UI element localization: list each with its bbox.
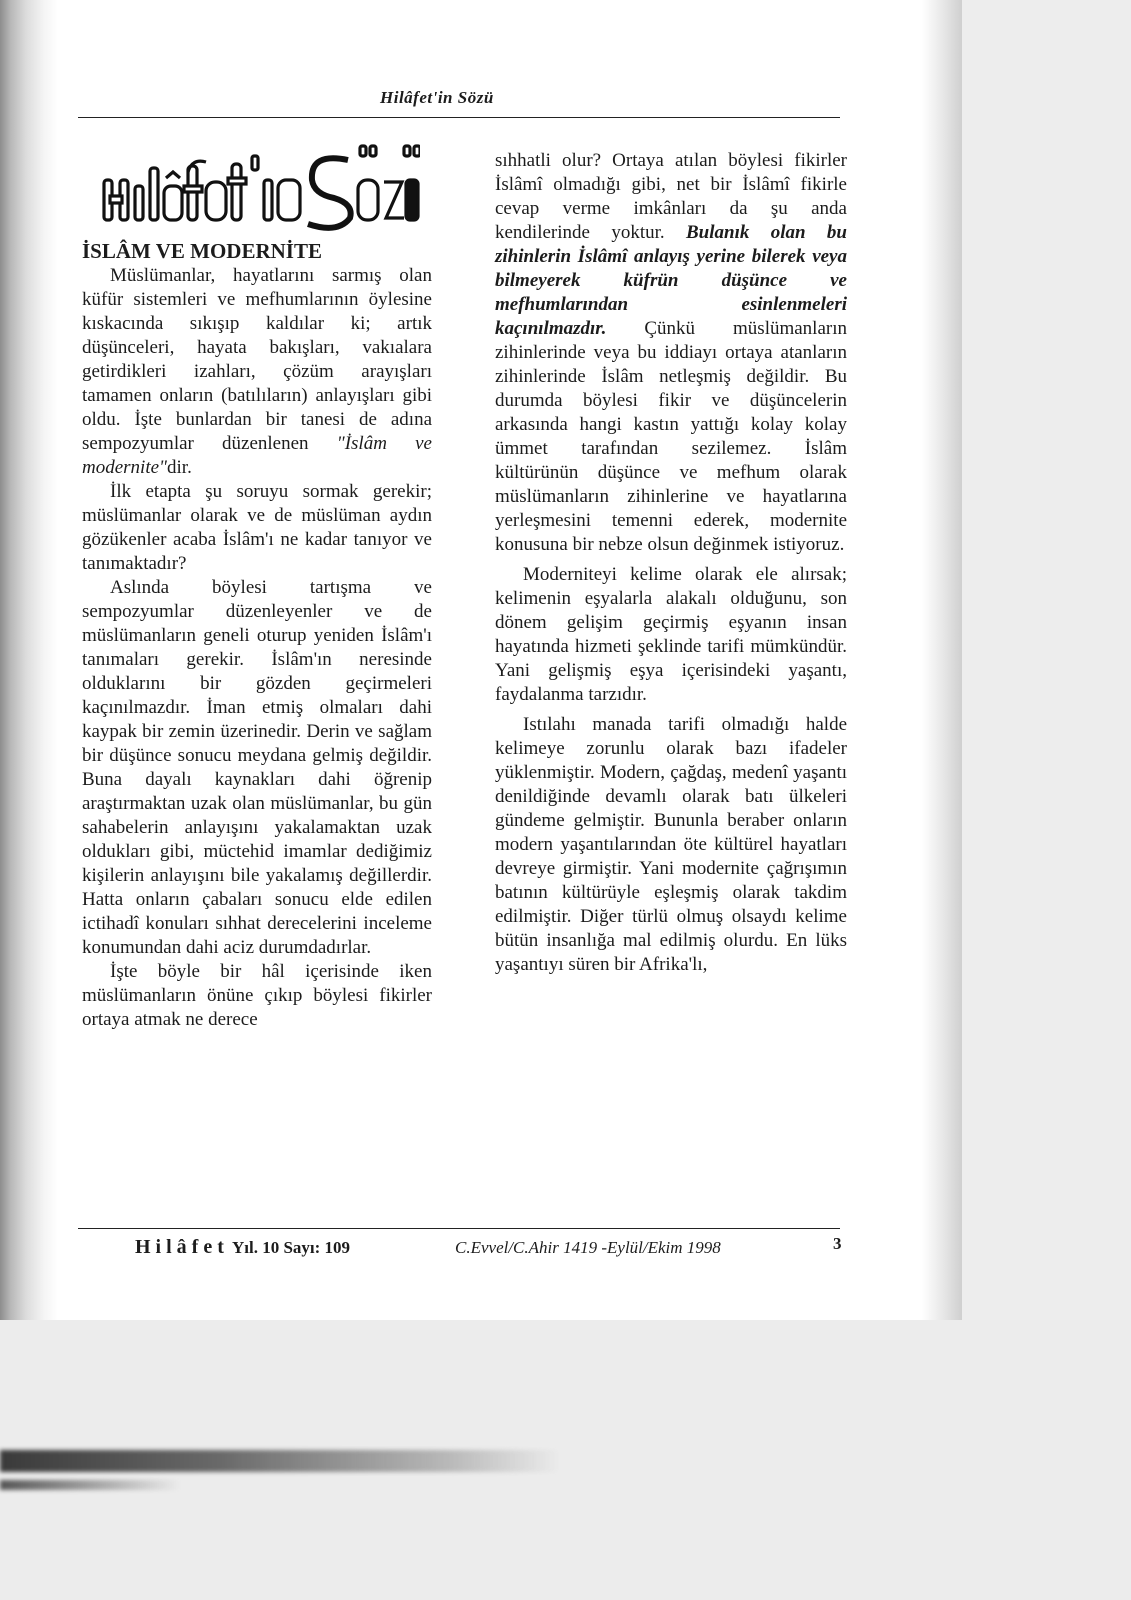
paragraph-1 (82, 264, 432, 480)
header-divider (78, 117, 840, 118)
quoted-title: "İslâm ve modernite" (82, 433, 432, 478)
left-column (82, 238, 432, 1032)
paragraph-6: Moderniteyi kelime olarak ele alırsak; kelimenin eşyalarla alakalı olduğunu, son dönem gelişim geçirmiş eşyanın insan hayatında hizmeti şeklinde tarifi mümkündür. Yani gelişmiş eşya içerisindeki yaşantı, faydalanma tarzıdır. (495, 564, 847, 705)
paragraph-5-end: Çünkü müslümanların zihinlerinde veya bu iddiayı ortaya atanların zihinlerinde İslâm netleşmiş değildir. Bu durumda böylesi fikir ve düşüncelerin arkasında hangi kastın yattığı kolay kolay ümmet tarafından sezilemez. İslâm kültürünün düşünce ve mefhum olarak müslümanların zihinlerine ve hayatlarına yerleşmesini temenni ederek, modernite konusuna bir nebze olsun değinmek istiyoruz. (495, 318, 847, 555)
paragraph-5-start: sıhhatli olur? Ortaya atılan böylesi fikirler İslâmî olmadığı gibi, net bir İslâmî fikirle cevap verme imkânları da şu anda kendilerinde yoktur. (495, 150, 847, 243)
page-edge-shadow (922, 0, 962, 1320)
right-column (495, 149, 847, 977)
running-header: Hilâfet'in Sözü (380, 88, 494, 107)
hilafetin-sozu-logo (102, 142, 420, 234)
footer-magazine-name: Hilâfet (135, 1236, 229, 1258)
scan-streak-secondary (0, 1480, 180, 1490)
binding-shadow (0, 0, 58, 1320)
emphasized-sentence: Bulanık olan bu zihinlerin İslâmî anlayış yerine bilerek veya bilmeyerek küfrün düşünce ve mefhumlarından esinlenmeleri kaçınılmazdır. (495, 222, 847, 339)
svg-text:Hilâfet'in Sözü: Hilâfet'in Sözü (102, 142, 108, 143)
footer-issue: Yıl. 10 Sayı: 109 (232, 1238, 351, 1257)
paragraph-2: İlk etapta şu soruyu sormak gerekir; müslümanlar olarak ve de müslüman aydın gözükenler acaba İslâm'ı ne kadar tanıyor ve tanımaktadır? (82, 481, 432, 574)
footer-divider (78, 1228, 840, 1229)
article-title: İSLÂM VE MODERNİTE (82, 239, 322, 263)
paragraph-7: Istılahı manada tarifi olmadığı halde kelimeye zorunlu olarak bazı ifadeler yüklenmiştir. Modern, çağdaş, medenî yaşantı denildiğinde devamlı olarak batı ülkeleri gündeme gelmiştir. Bununla beraber onların modern yaşantılarından öte kültürel hayatları devreye girmiştir. Yani modernite çağrışımın batının kültürüyle eşleşmiş olarak takdim edilmiştir. Diğer türlü olmuş olsaydı kelime bütün insanlığa mal edilmiş olurdu. En lüks yaşantıyı süren bir Afrika'lı, (495, 714, 847, 975)
page-number: 3 (833, 1234, 842, 1253)
footer-date: C.Evvel/C.Ahir 1419 -Eylül/Ekim 1998 (455, 1238, 721, 1257)
paragraph-4: İşte böyle bir hâl içerisinde iken müslümanların önüne çıkıp böylesi fikirler ortaya atmak ne derece (82, 961, 432, 1030)
paragraph-5 (495, 149, 847, 557)
scan-streak (0, 1450, 560, 1472)
paragraph-3: Aslında böylesi tartışma ve sempozyumlar düzenleyenler ve de müslümanların geneli oturup yeniden İslâm'ı tanımaları gerekir. İslâm'ın neresinde olduklarını bir gözden geçirmeleri kaçınılmazdır. İman etmiş olmaları dahi kaypak bir zemin üzerinedir. Derin ve sağlam bir düşünce sonucu meydana gelmiş değildir. Buna dayalı kaynakları dahi öğrenip araştırmaktan uzak olan müslümanlar, bu gün sahabelerin anlayışını yakalamaktan uzak oldukları gibi, müctehid imamlar dediğimiz kişilerin anlayışını bile yakalamış değillerdir. Hatta onların çabaları sonucu elde edilen ictihadî konuları sıhhat derecelerini inceleme konumundan dahi aciz durumdadırlar. (82, 577, 432, 958)
quote-suffix: dir. (167, 457, 192, 478)
paragraph-1-text: Müslümanlar, hayatlarını sarmış olan küfür sistemleri ve mefhumlarının öylesine kıskacında sıkışıp kaldılar ki; artık düşünceleri, hayata bakışları, vakıalara getirdikleri izahları, çözüm arayışları tamamen onların (batılıların) anlayışları gibi oldu. İşte bunlardan bir tanesi de adına sempozyumlar düzenlenen (82, 265, 432, 454)
